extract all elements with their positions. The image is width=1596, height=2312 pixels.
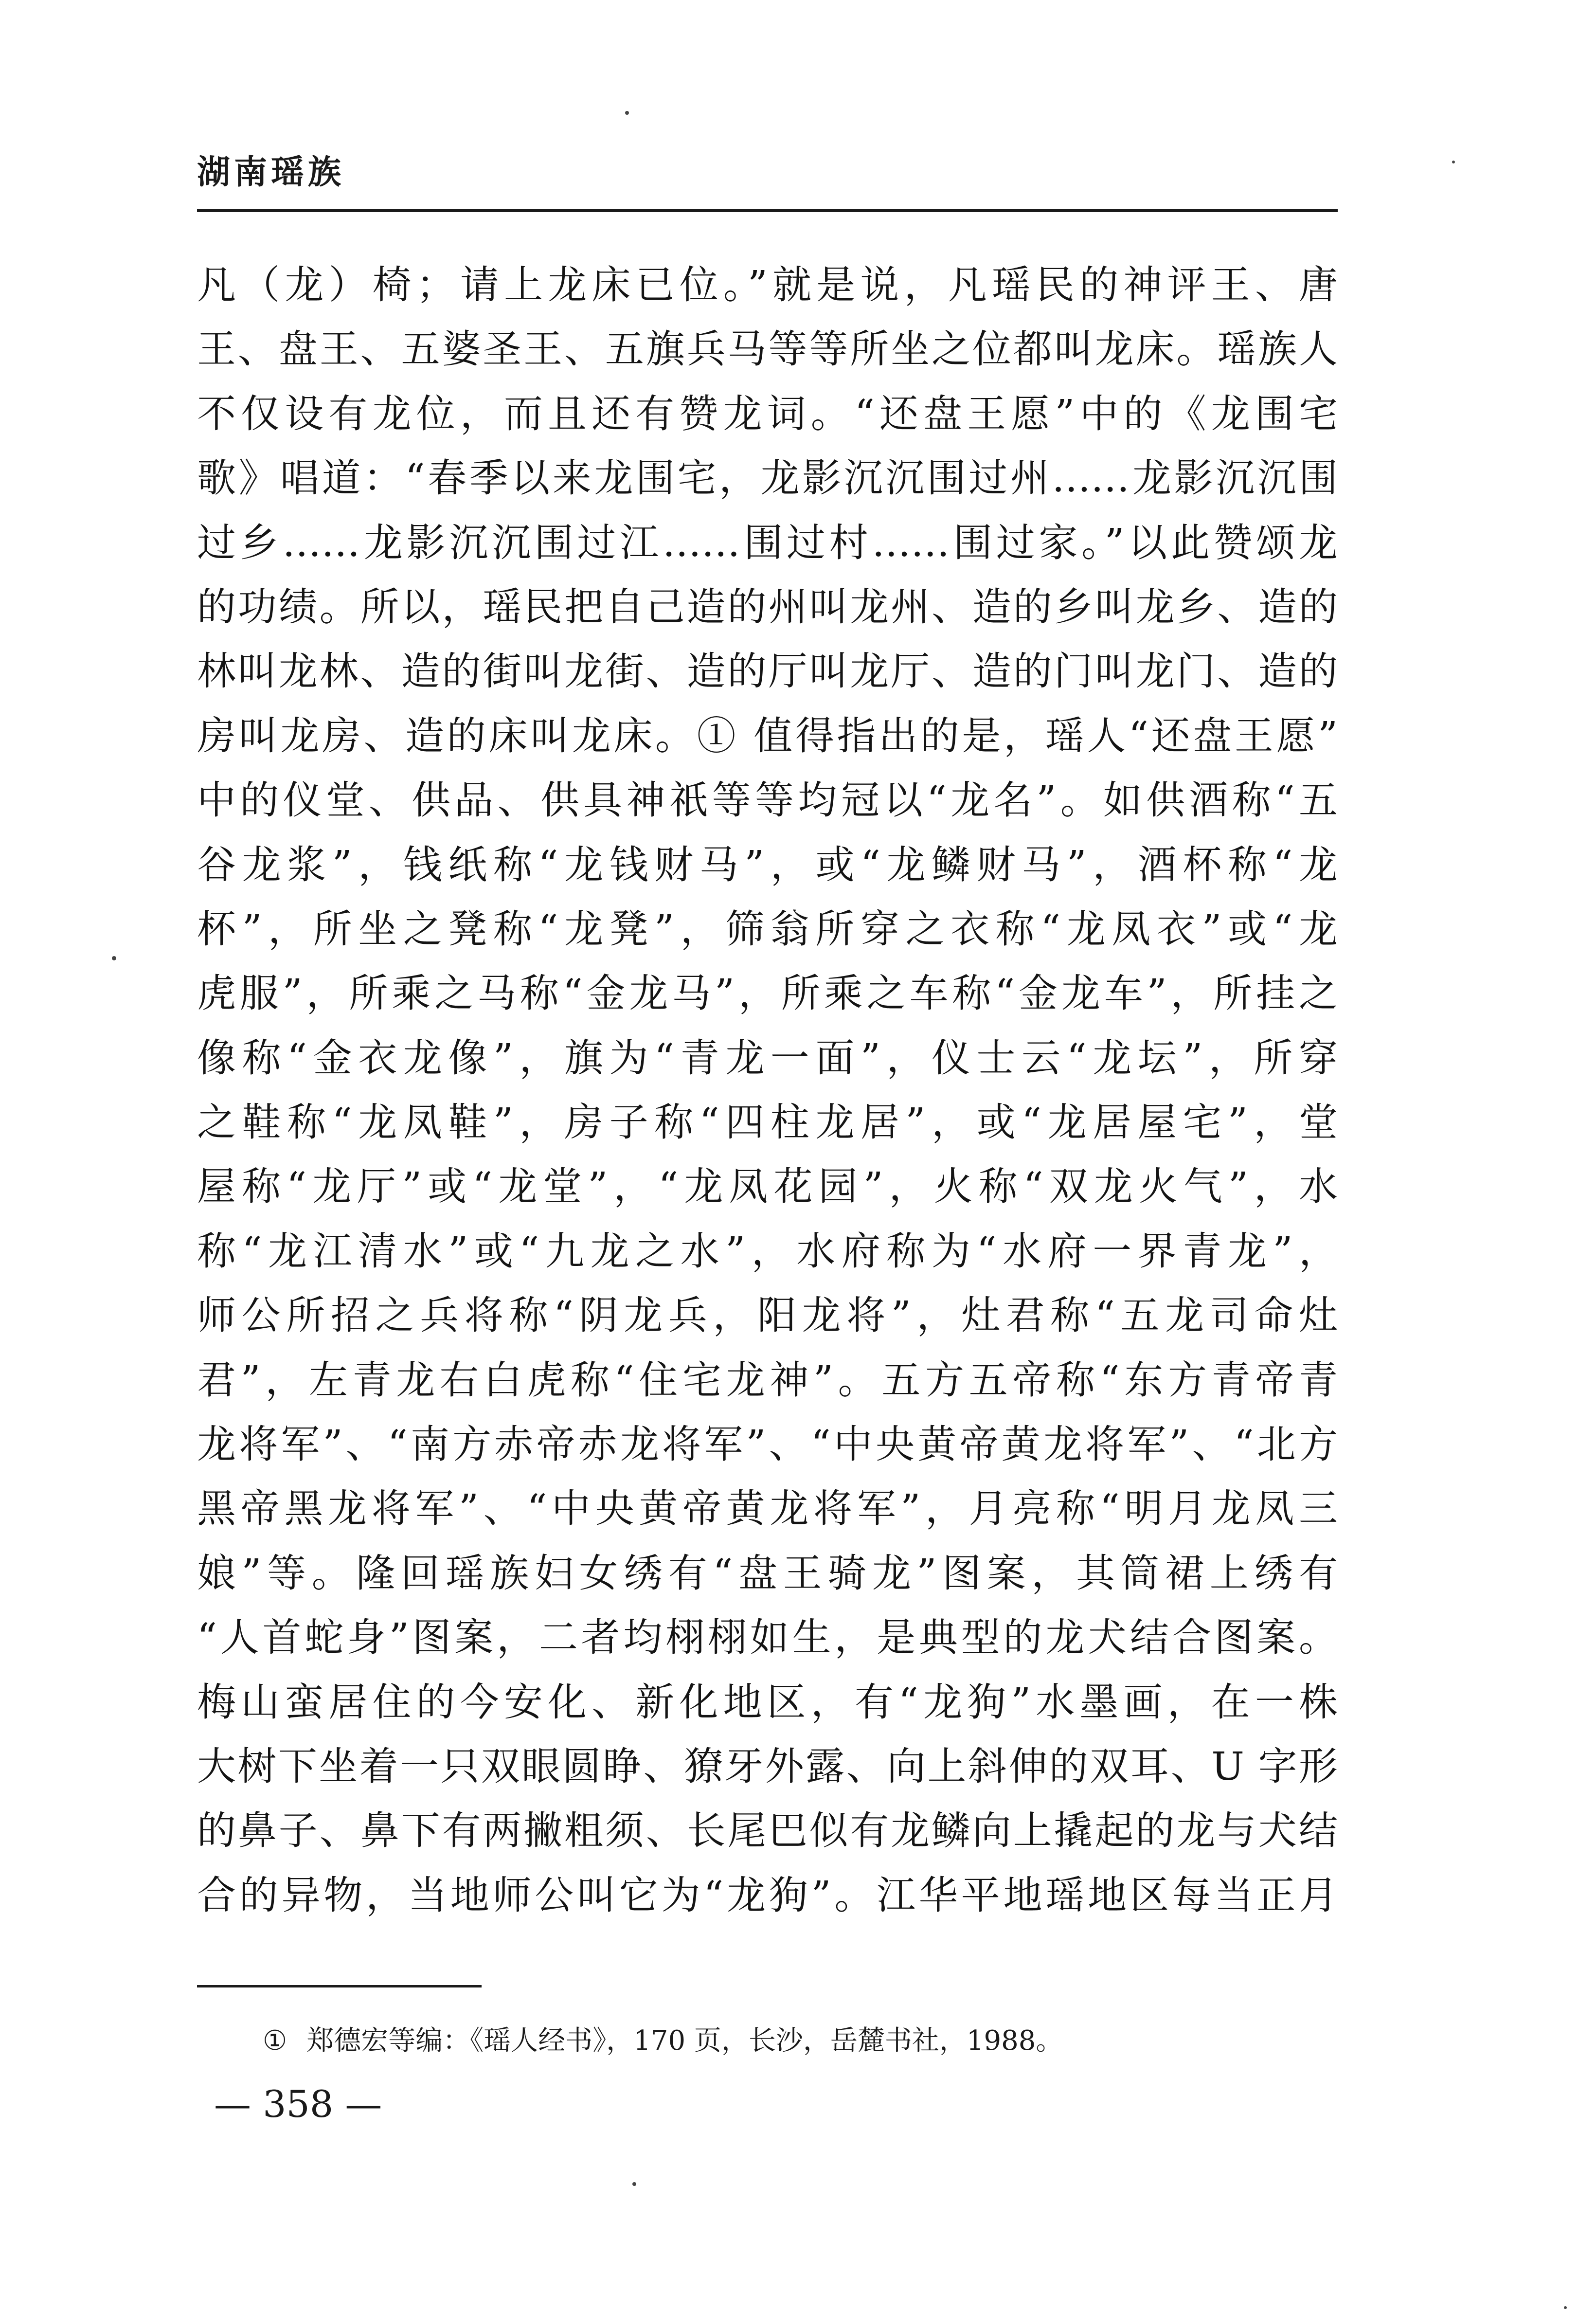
body-line: 歌》唱道：“春季以来龙围宅，龙影沉沉围过州……龙影沉沉围	[197, 455, 1338, 501]
body-line: 虎服”，所乘之马称“金龙马”，所乘之车称“金龙车”，所挂之	[197, 971, 1338, 1016]
body-line: “人首蛇身”图案，二者均栩栩如生，是典型的龙犬结合图案。	[197, 1615, 1338, 1661]
footnote-text: 郑德宏等编：《瑶人经书》，170 页，长沙，岳麓书社，1988。	[306, 2025, 1063, 2057]
body-text	[197, 253, 1338, 1928]
body-line: 师公所招之兵将称“阴龙兵，阳龙将”，灶君称“五龙司命灶	[197, 1293, 1338, 1338]
body-line: 不仅设有龙位，而且还有赞龙词。“还盘王愿”中的《龙围宅	[197, 391, 1338, 436]
footnote	[263, 2022, 1063, 2060]
scan-speck	[1452, 161, 1455, 163]
body-line: 杯”，所坐之凳称“龙凳”，筛翁所穿之衣称“龙凤衣”或“龙	[197, 906, 1338, 952]
body-line: 王、盘王、五婆圣王、五旗兵马等等所坐之位都叫龙床。瑶族人	[197, 326, 1338, 372]
body-line: 房叫龙房、造的床叫龙床。① 值得指出的是，瑶人“还盘王愿”	[197, 713, 1338, 759]
body-line: 之鞋称“龙凤鞋”，房子称“四柱龙居”，或“龙居屋宅”，堂	[197, 1100, 1338, 1145]
body-line: 称“龙江清水”或“九龙之水”，水府称为“水府一界青龙”，	[197, 1228, 1338, 1274]
body-line: 龙将军”、“南方赤帝赤龙将军”、“中央黄帝黄龙将军”、“北方	[197, 1422, 1338, 1467]
header-rule	[197, 209, 1338, 212]
body-line: 娘”等。隆回瑶族妇女绣有“盘王骑龙”图案，其筒裙上绣有	[197, 1550, 1338, 1596]
scan-speck	[112, 956, 116, 960]
running-head: 湖南瑶族	[197, 153, 345, 192]
body-line: 屋称“龙厅”或“龙堂”，“龙凤花园”，火称“双龙火气”，水	[197, 1164, 1338, 1210]
body-line: 黑帝黑龙将军”、“中央黄帝黄龙将军”，月亮称“明月龙凤三	[197, 1486, 1338, 1532]
body-line: 大树下坐着一只双眼圆睁、獠牙外露、向上斜伸的双耳、U 字形	[197, 1743, 1338, 1789]
body-line: 凡（龙）椅；请上龙床已位。”就是说，凡瑶民的神评王、唐	[197, 262, 1338, 307]
body-line: 像称“金衣龙像”，旗为“青龙一面”，仪士云“龙坛”，所穿	[197, 1035, 1338, 1081]
body-line: 林叫龙林、造的街叫龙街、造的厅叫龙厅、造的门叫龙门、造的	[197, 649, 1338, 694]
scan-speck	[1564, 2306, 1567, 2309]
body-line: 谷龙浆”，钱纸称“龙钱财马”，或“龙鳞财马”，酒杯称“龙	[197, 842, 1338, 887]
body-line: 的功绩。所以，瑶民把自己造的州叫龙州、造的乡叫龙乡、造的	[197, 584, 1338, 630]
scan-speck	[632, 2182, 636, 2186]
footnote-rule	[197, 1985, 482, 1987]
footnote-marker: ①	[263, 2025, 287, 2057]
scan-speck	[625, 111, 629, 115]
body-line: 中的仪堂、供品、供具神祇等等均冠以“龙名”。如供酒称“五	[197, 777, 1338, 823]
body-line: 过乡……龙影沉沉围过江……围过村……围过家。”以此赞颂龙	[197, 520, 1338, 565]
page-number: — 358 —	[214, 2082, 382, 2126]
body-line: 君”，左青龙右白虎称“住宅龙神”。五方五帝称“东方青帝青	[197, 1357, 1338, 1403]
body-line: 合的异物，当地师公叫它为“龙狗”。江华平地瑶地区每当正月	[197, 1872, 1338, 1918]
body-line: 的鼻子、鼻下有两撇粗须、长尾巴似有龙鳞向上撬起的龙与犬结	[197, 1808, 1338, 1854]
body-line: 梅山蛮居住的今安化、新化地区，有“龙狗”水墨画，在一株	[197, 1679, 1338, 1725]
